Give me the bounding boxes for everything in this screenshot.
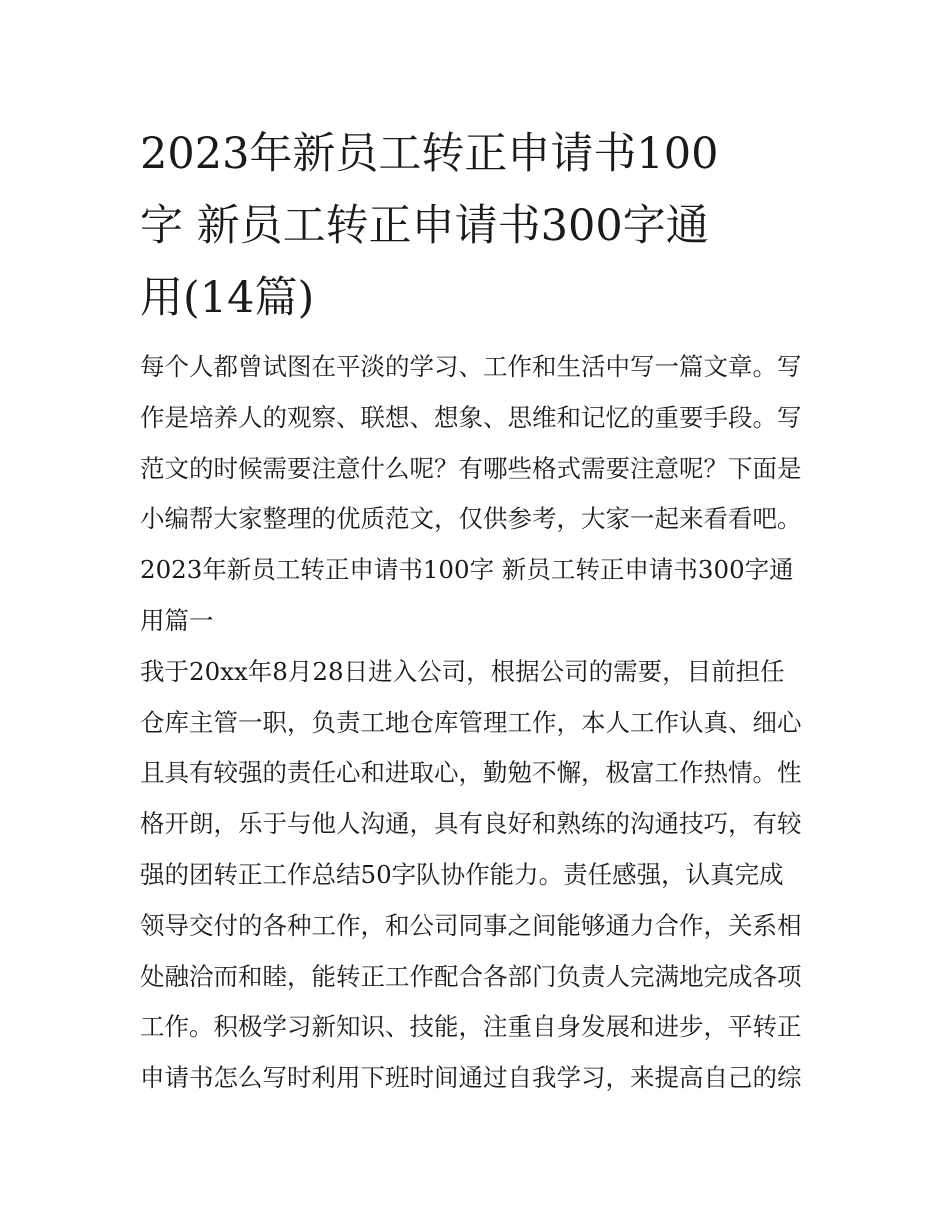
body-line: 领导交付的各种工作，和公司同事之间能够通力合作，关系相 — [140, 910, 802, 940]
body-line: 强的团转正工作总结50字队协作能力。责任感强，认真完成 — [140, 859, 784, 889]
intro-line: 小编帮大家整理的优质范文，仅供参考，大家一起来看看吧。 — [140, 504, 802, 534]
body-line: 格开朗，乐于与他人沟通，具有良好和熟练的沟通技巧，有较 — [140, 809, 802, 839]
document-content — [140, 118, 812, 1104]
document-title — [140, 118, 812, 334]
body-paragraph — [140, 647, 812, 1104]
section-heading-line: 2023年新员工转正申请书100字 新员工转正申请书300字通 — [140, 555, 794, 585]
body-line: 仓库主管一职，负责工地仓库管理工作，本人工作认真、细心 — [140, 707, 802, 737]
title-line: 字 新员工转正申请书300字通 — [140, 201, 709, 251]
body-line: 申请书怎么写时利用下班时间通过自我学习，来提高自己的综 — [140, 1063, 802, 1093]
intro-paragraph — [140, 342, 812, 545]
body-line: 我于20xx年8月28日进入公司，根据公司的需要，目前担任 — [140, 656, 785, 686]
section-heading — [140, 545, 812, 647]
body-line: 处融洽而和睦，能转正工作配合各部门负责人完满地完成各项 — [140, 961, 802, 991]
body-line: 且具有较强的责任心和进取心，勤勉不懈，极富工作热情。性 — [140, 758, 802, 788]
body-line: 工作。积极学习新知识、技能，注重自身发展和进步，平转正 — [140, 1012, 802, 1042]
title-line: 用(14篇) — [140, 273, 315, 323]
title-line: 2023年新员工转正申请书100 — [140, 129, 719, 179]
intro-line: 作是培养人的观察、联想、想象、思维和记忆的重要手段。写 — [140, 402, 802, 432]
intro-line: 范文的时候需要注意什么呢？有哪些格式需要注意呢？下面是 — [140, 453, 802, 483]
section-heading-line: 用篇一 — [140, 605, 214, 635]
intro-line: 每个人都曾试图在平淡的学习、工作和生活中写一篇文章。写 — [140, 352, 802, 381]
